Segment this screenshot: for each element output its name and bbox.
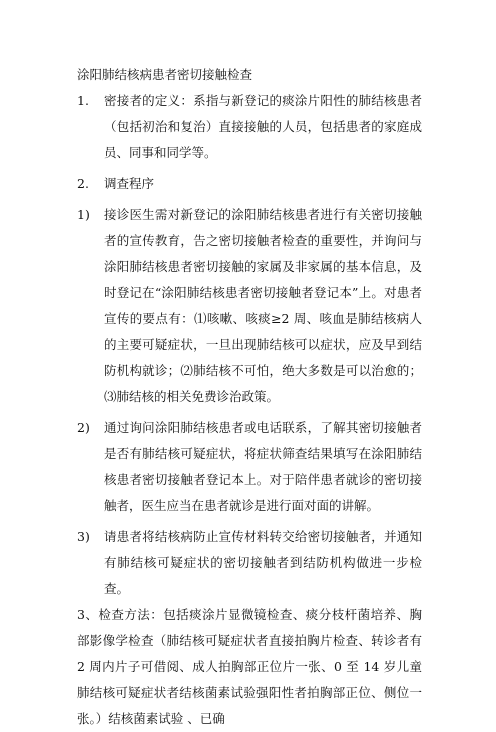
list-item-procedure-heading	[77, 171, 422, 197]
list-item-text: 通过询问涂阳肺结核患者或电话联系，了解其密切接触者是否有肺结核可疑症状，将症状筛查结果填写在涂阳肺结核患者密切接触者登记本上。对于陪伴患者就诊的密切接触者，医生应当在患者就诊是进行面对面的讲解。	[104, 420, 422, 513]
list-item-number: 1)	[77, 207, 90, 222]
document-title: 涂阳肺结核病患者密切接触检查	[77, 67, 253, 82]
list-item-text: 接诊医生需对新登记的涂阳肺结核患者进行有关密切接触者的宣传教育，告之密切接触者检查的重要性，并询问与涂阳肺结核患者密切接触的家属及非家属的基本信息，及时登记在“涂阳肺结核患者密切接触者登记本”上。对患者宣传的要点有：⑴咳嗽、咳痰≥2 周、咳血是肺结核病人的主要可疑症状，一旦出现肺结核可以症状，应及早到结防机构就诊；⑵肺结核不可怕，绝大多数是可以治愈的；⑶肺结核的相关免费诊治政策。	[104, 207, 422, 404]
list-item-number: 2)	[77, 420, 90, 435]
list-item-number: 3)	[77, 529, 90, 544]
list-item-step-2	[77, 415, 422, 519]
section-3-paragraph: 3、检查方法：包括痰涂片显微镜检查、痰分枝杆菌培养、胸部影像学检查（肺结核可疑症状者直接拍胸片检查、转诊者有 2 周内片子可借阅、成人拍胸部正位片一张、0 至 14 岁儿童肺结核可疑症状者结核菌素试验强阳性者拍胸部正位、侧位一张。）结核菌素试验 、已确	[77, 607, 426, 726]
list-item-text: 请患者将结核病防止宣传材料转交给密切接触者，并通知有肺结核可疑症状的密切接触者到结防机构做进一步检查。	[104, 529, 422, 596]
list-item-definition	[77, 88, 422, 166]
list-item-text: 密接者的定义：系指与新登记的痰涂片阳性的肺结核患者（包括初治和复治）直接接触的人员，包括患者的家庭成员、同事和同学等。	[104, 93, 422, 160]
list-item-number: 1.	[77, 93, 89, 108]
list-item-step-3	[77, 524, 422, 602]
list-item-number: 2.	[77, 176, 89, 191]
list-item-step-1	[77, 202, 422, 410]
document-content	[77, 62, 426, 732]
list-item-text: 调查程序	[104, 176, 155, 191]
